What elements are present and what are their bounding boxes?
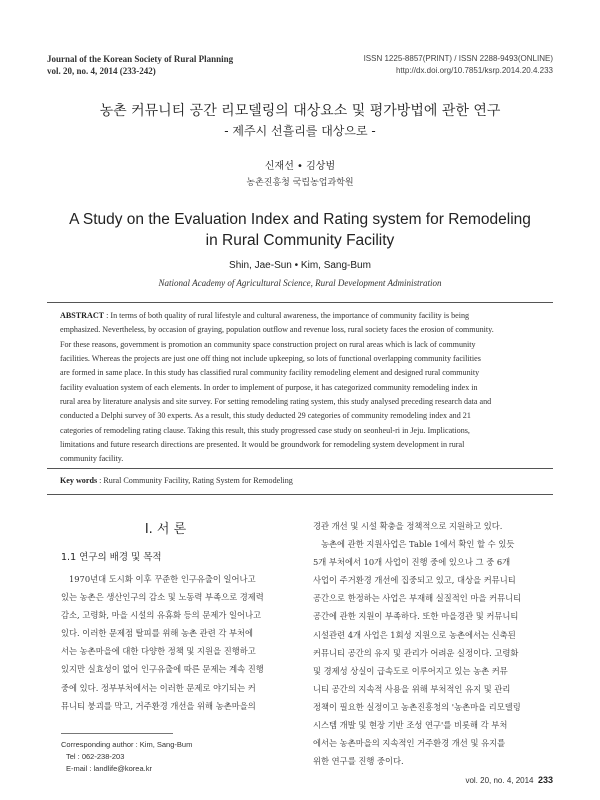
abstract-line: community facility. xyxy=(60,454,124,464)
issn-header xyxy=(364,53,553,77)
journal-volume: vol. 20, no. 4, 2014 (233-242) xyxy=(47,66,156,76)
body-line: 뮤니티 붕괴를 막고, 거주환경 개선을 위해 농촌마을의 xyxy=(61,700,256,711)
section-heading: I. 서 론 xyxy=(144,522,187,537)
keywords xyxy=(60,475,541,487)
abstract-line: are formed in same place. In this study has classified rural community facility remodeling element and designed rural community xyxy=(60,368,480,378)
abstract-bottom-rule xyxy=(47,494,553,495)
korean-authors: 신재선 • 김상범 xyxy=(264,161,336,172)
body-line: 경관 개선 및 시설 확충을 정책적으로 지원하고 있다. xyxy=(313,521,503,531)
abstract-line: ABSTRACT : In terms of both quality of rural lifestyle and cultural awareness, the importance of community facility is being xyxy=(60,311,470,320)
abstract xyxy=(60,309,541,467)
english-title-line: A Study on the Evaluation Index and Rating system for Remodeling xyxy=(69,211,531,228)
english-title-line: in Rural Community Facility xyxy=(205,232,395,249)
body-line: 공간으로 한정하는 사업은 부재해 실질적인 마을 커뮤니티 xyxy=(313,593,522,604)
english-title xyxy=(40,209,560,251)
body-left-column xyxy=(61,570,283,715)
abstract-line: categories of remodeling rating clause. Taking this result, this study progressed case study on seonheul-ri in Jeju. Implications, xyxy=(60,425,470,435)
footer-issue: vol. 20, no. 4, 2014 xyxy=(465,776,534,785)
page-footer xyxy=(465,774,553,787)
body-line: 위한 연구를 진행 중이다. xyxy=(313,756,404,767)
corresponding-author-note xyxy=(61,739,192,775)
footnote-rule xyxy=(61,733,173,734)
body-line: 에서는 농촌마을의 지속적인 거주환경 개선 및 유지를 xyxy=(313,738,506,749)
journal-name: Journal of the Korean Society of Rural Planning xyxy=(47,54,234,64)
body-line: 공간에 관한 지원이 부족하다. 또한 마을경관 및 커뮤니티 xyxy=(313,611,519,622)
body-line: 니티 공간의 지속적 사용을 위해 부처적인 유지 및 관리 xyxy=(313,683,511,694)
abstract-line: facility evaluation system of each elements. In order to implement of purpose, it has categorized community remodeling index in xyxy=(60,382,478,392)
body-line: 감소, 고령화, 마을 시설의 유휴화 등의 문제가 일어나고 xyxy=(61,610,262,621)
body-line: 커뮤니티 공간의 유지 및 관리가 어려운 실정이다. 고령화 xyxy=(313,647,519,658)
abstract-line: conducted a Delphi survey of 30 experts. As a result, this study deducted 29 categories of community remodeling index and 21 xyxy=(60,411,471,421)
english-affiliation: National Academy of Agricultural Science, Rural Development Administration xyxy=(158,278,442,288)
keywords-text: : Rural Community Facility, Rating System for Remodeling xyxy=(99,476,293,485)
body-line: 시설관련 4개 사업은 1회성 지원으로 농촌에서는 신축된 xyxy=(313,629,516,640)
body-line: 서는 농촌마을에 대한 다양한 정책 및 지원을 진행하고 xyxy=(61,646,256,657)
abstract-line: rural area by literature analysis and site survey. For setting remodeling rating system, this study analysed preceding research data and xyxy=(60,397,492,407)
abstract-line: emphasized. Nevertheless, by occasion of graying, population outflow and revenue loss, rural society faces the erosion of community. xyxy=(60,325,494,335)
korean-title: 농촌 커뮤니티 공간 리모델링의 대상요소 및 평가방법에 관한 연구 xyxy=(99,103,501,119)
body-line: 시스템 개발 및 현장 기반 조성 연구'를 비롯해 각 부처 xyxy=(313,720,508,731)
body-line: 농촌에 관한 지원사업은 Table 1에서 확인 할 수 있듯 xyxy=(321,539,515,550)
body-line: 정책이 필요한 실정이고 농촌진흥청의 '농촌마을 리모델링 xyxy=(313,701,521,712)
abstract-line: limitations and future research directions are presented. It would be groundwork for remodeling system development in rural xyxy=(60,440,465,450)
body-line: 있는 농촌은 생산인구의 감소 및 노동력 부족으로 경제력 xyxy=(61,592,264,603)
page-number: 233 xyxy=(537,775,553,785)
abstract-label: ABSTRACT xyxy=(60,311,105,320)
keywords-label: Key words xyxy=(60,476,98,485)
footnote-tel: Tel : 062-238-203 xyxy=(66,752,125,761)
body-line: 있다. 이러한 문제점 탈피를 위해 농촌 관련 각 부처에 xyxy=(61,628,254,639)
body-line: 사업이 주거환경 개선에 집중되고 있고, 대상을 커뮤니티 xyxy=(313,575,516,586)
body-right-column xyxy=(313,517,539,770)
footnote-author: Corresponding author : Kim, Sang-Bum xyxy=(61,740,193,749)
korean-affiliation: 농촌진흥청 국립농업과학원 xyxy=(246,178,354,188)
abstract-mid-rule xyxy=(47,468,553,469)
subsection-heading: 1.1 연구의 배경 및 목적 xyxy=(61,552,162,563)
body-line: 있지만 실효성이 없어 인구유출에 따른 문제는 계속 진행 xyxy=(61,664,264,675)
abstract-line: For these reasons, government is promotion an community space construction project on rural areas which is lack of community xyxy=(60,339,476,349)
body-line: 중에 있다. 정부부처에서는 이러한 문제로 야기되는 커 xyxy=(61,682,256,693)
issn-text: ISSN 1225-8857(PRINT) / ISSN 2288-9493(ONLINE) xyxy=(363,54,553,63)
abstract-top-rule xyxy=(47,302,553,303)
journal-header xyxy=(47,53,233,77)
body-line: 5개 부처에서 10개 사업이 진행 중에 있으나 그 중 6개 xyxy=(313,557,511,568)
english-authors: Shin, Jae-Sun • Kim, Sang-Bum xyxy=(229,260,371,271)
footnote-email[interactable]: E-mail : landlife@korea.kr xyxy=(66,764,152,773)
body-line: 1970년대 도시화 이후 꾸준한 인구유출이 일어나고 xyxy=(69,574,256,584)
abstract-line: facilities. Whereas the projects are just one off thing not include upkeeping, so lots of functional overlapping community facilities xyxy=(60,354,481,364)
body-line: 및 경제성 상실이 급속도로 이루어지고 있는 농촌 커뮤 xyxy=(313,665,508,676)
korean-subtitle: - 제주시 선흘리를 대상으로 - xyxy=(224,124,376,138)
doi-link[interactable]: http://dx.doi.org/10.7851/ksrp.2014.20.4.233 xyxy=(395,66,553,75)
